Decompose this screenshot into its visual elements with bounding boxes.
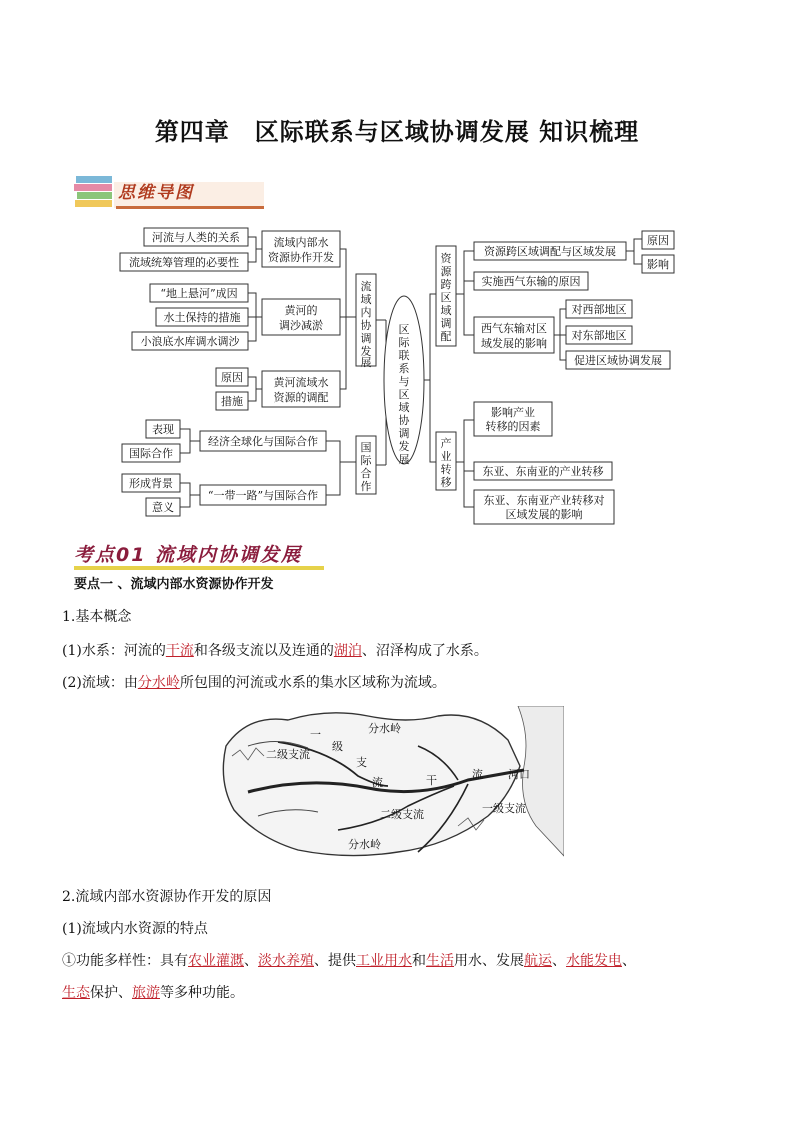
svg-text:一级支流: 一级支流	[482, 802, 526, 815]
svg-text:系: 系	[398, 362, 410, 375]
mm-center	[384, 296, 424, 466]
svg-text:“一带一路”与国际合作: “一带一路”与国际合作	[207, 489, 319, 502]
svg-text:原因: 原因	[647, 234, 669, 247]
svg-text:域: 域	[440, 304, 452, 317]
heading-basic-concept: 1.基本概念	[62, 609, 132, 625]
svg-text:实施西气东输的原因: 实施西气东输的原因	[481, 275, 581, 288]
mm-leaf	[216, 392, 248, 410]
svg-text:区: 区	[440, 291, 452, 304]
mm-node	[474, 317, 554, 353]
svg-text:际: 际	[360, 454, 372, 467]
svg-text:东亚、东南亚的产业转移: 东亚、东南亚的产业转移	[482, 465, 604, 478]
mm-leaf	[566, 326, 632, 344]
svg-text:干: 干	[426, 774, 437, 787]
svg-text:域发展的影响: 域发展的影响	[481, 337, 547, 350]
mm-leaf	[216, 368, 248, 386]
mm-node	[262, 231, 340, 267]
svg-text:协: 协	[360, 319, 372, 332]
mm-leaf	[120, 253, 248, 271]
svg-text:调: 调	[398, 427, 410, 440]
svg-text:转移的因素: 转移的因素	[485, 420, 541, 433]
svg-text:支: 支	[356, 756, 367, 769]
mm-leaf	[146, 420, 180, 438]
svg-text:形成背景: 形成背景	[129, 477, 173, 490]
svg-text:区: 区	[398, 388, 410, 401]
svg-text:小浪底水库调水调沙: 小浪底水库调水调沙	[140, 335, 240, 348]
svg-text:水土保持的措施: 水土保持的措施	[163, 311, 241, 324]
svg-text:东亚、东南亚产业转移对: 东亚、东南亚产业转移对	[483, 494, 605, 507]
svg-text:产: 产	[440, 437, 452, 450]
svg-text:作: 作	[360, 480, 372, 493]
svg-text:国际合作: 国际合作	[129, 447, 173, 460]
svg-text:调: 调	[360, 332, 372, 345]
mm-leaf	[132, 332, 248, 350]
svg-text:对西部地区: 对西部地区	[571, 303, 627, 316]
svg-text:调沙减淤: 调沙减淤	[279, 319, 323, 332]
svg-text:流: 流	[372, 776, 383, 789]
svg-text:配: 配	[440, 330, 452, 343]
svg-text:西气东输对区: 西气东输对区	[481, 322, 547, 335]
svg-text:业: 业	[440, 450, 452, 463]
mm-node	[474, 490, 614, 524]
svg-text:级: 级	[332, 740, 343, 753]
mm-leaf	[146, 498, 180, 516]
svg-text:经济全球化与国际合作: 经济全球化与国际合作	[208, 435, 318, 448]
svg-text:意义: 意义	[152, 501, 174, 514]
svg-text:资源跨区域调配与区域发展: 资源跨区域调配与区域发展	[484, 245, 616, 258]
svg-text:资: 资	[440, 252, 452, 265]
svg-text:流域内部水: 流域内部水	[273, 236, 329, 249]
section-heading: 考点01 流域内协调发展	[74, 544, 303, 566]
svg-text:一: 一	[310, 728, 321, 741]
mm-leaf	[122, 444, 180, 462]
mm-leaf	[566, 351, 670, 369]
svg-text:展: 展	[360, 356, 372, 369]
mm-node	[262, 299, 340, 335]
mm-node	[474, 462, 612, 480]
svg-text:“地上悬河”成因: “地上悬河”成因	[160, 287, 238, 300]
svg-text:与: 与	[398, 375, 410, 388]
svg-text:分水岭: 分水岭	[348, 838, 381, 851]
mm-leaf	[642, 231, 674, 249]
section-underline	[74, 566, 324, 570]
mm-branch	[436, 432, 456, 490]
mm-node	[474, 402, 552, 436]
svg-text:调: 调	[440, 317, 452, 330]
point-heading: 要点一 、流域内部水资源协作开发	[74, 577, 274, 592]
svg-text:影响: 影响	[647, 258, 669, 271]
mm-node	[200, 431, 326, 451]
svg-text:国: 国	[360, 441, 372, 454]
svg-text:协: 协	[398, 414, 410, 427]
svg-text:黄河流域水: 黄河流域水	[273, 376, 329, 389]
svg-text:际: 际	[398, 336, 410, 349]
svg-text:发: 发	[398, 440, 410, 453]
mindmap-diagram	[0, 0, 794, 540]
mm-node	[262, 371, 340, 407]
svg-text:分水岭: 分水岭	[368, 722, 401, 735]
svg-text:区域发展的影响: 区域发展的影响	[505, 508, 583, 521]
mm-leaf	[122, 474, 180, 492]
svg-text:流: 流	[360, 280, 372, 293]
svg-text:跨: 跨	[440, 278, 452, 291]
svg-text:合: 合	[360, 467, 372, 480]
mm-leaf	[566, 300, 632, 318]
svg-text:转: 转	[440, 463, 452, 476]
svg-text:河流与人类的关系: 河流与人类的关系	[152, 231, 240, 244]
svg-text:区: 区	[398, 323, 410, 336]
mm-leaf	[642, 255, 674, 273]
svg-text:促进区域协调发展: 促进区域协调发展	[574, 354, 662, 367]
paragraph-characteristics: (1)流域内水资源的特点	[62, 921, 208, 937]
mm-node	[474, 272, 588, 290]
mindmap-banner: 思维导图	[118, 183, 194, 203]
paragraph-functions-cont: 生态保护、旅游等多种功能。	[62, 985, 244, 1001]
svg-text:联: 联	[398, 349, 410, 362]
svg-text:二级支流: 二级支流	[266, 748, 310, 761]
svg-text:内: 内	[360, 306, 372, 319]
svg-text:表现: 表现	[152, 423, 174, 436]
svg-text:流: 流	[472, 768, 483, 781]
svg-text:资源的调配: 资源的调配	[273, 391, 329, 404]
svg-text:域: 域	[398, 401, 410, 414]
river-basin-map	[218, 706, 564, 864]
svg-text:原因: 原因	[221, 371, 243, 384]
svg-text:流域统筹管理的必要性: 流域统筹管理的必要性	[129, 256, 239, 269]
svg-text:二级支流: 二级支流	[380, 808, 424, 821]
svg-text:移: 移	[440, 476, 452, 489]
svg-text:发: 发	[360, 345, 372, 358]
mm-branch	[356, 436, 376, 494]
svg-text:黄河的: 黄河的	[284, 304, 318, 317]
svg-text:河口: 河口	[508, 768, 530, 781]
paragraph-functions: ①功能多样性：具有农业灌溉、淡水养殖、提供工业用水和生活用水、发展航运、水能发电、	[62, 953, 636, 969]
heading-reasons: 2.流域内部水资源协作开发的原因	[62, 889, 272, 905]
mm-branch	[436, 246, 456, 346]
mm-leaf	[156, 308, 248, 326]
mm-node	[474, 242, 626, 260]
svg-text:展: 展	[398, 453, 410, 466]
mm-leaf	[144, 228, 248, 246]
svg-text:资源协作开发: 资源协作开发	[268, 251, 334, 264]
paragraph-basin: (2)流域：由分水岭所包围的河流或水系的集水区域称为流域。	[62, 675, 446, 691]
mm-node	[200, 485, 326, 505]
svg-text:域: 域	[360, 293, 372, 306]
page-title: 第四章 区际联系与区域协调发展 知识梳理	[154, 118, 640, 146]
mm-leaf	[150, 284, 248, 302]
mm-branch	[356, 274, 376, 369]
svg-text:对东部地区: 对东部地区	[571, 329, 627, 342]
paragraph-water-system: (1)水系：河流的干流和各级支流以及连通的湖泊、沼泽构成了水系。	[62, 643, 488, 659]
svg-text:源: 源	[440, 265, 452, 278]
svg-text:措施: 措施	[221, 395, 243, 408]
svg-text:影响产业: 影响产业	[491, 406, 535, 419]
